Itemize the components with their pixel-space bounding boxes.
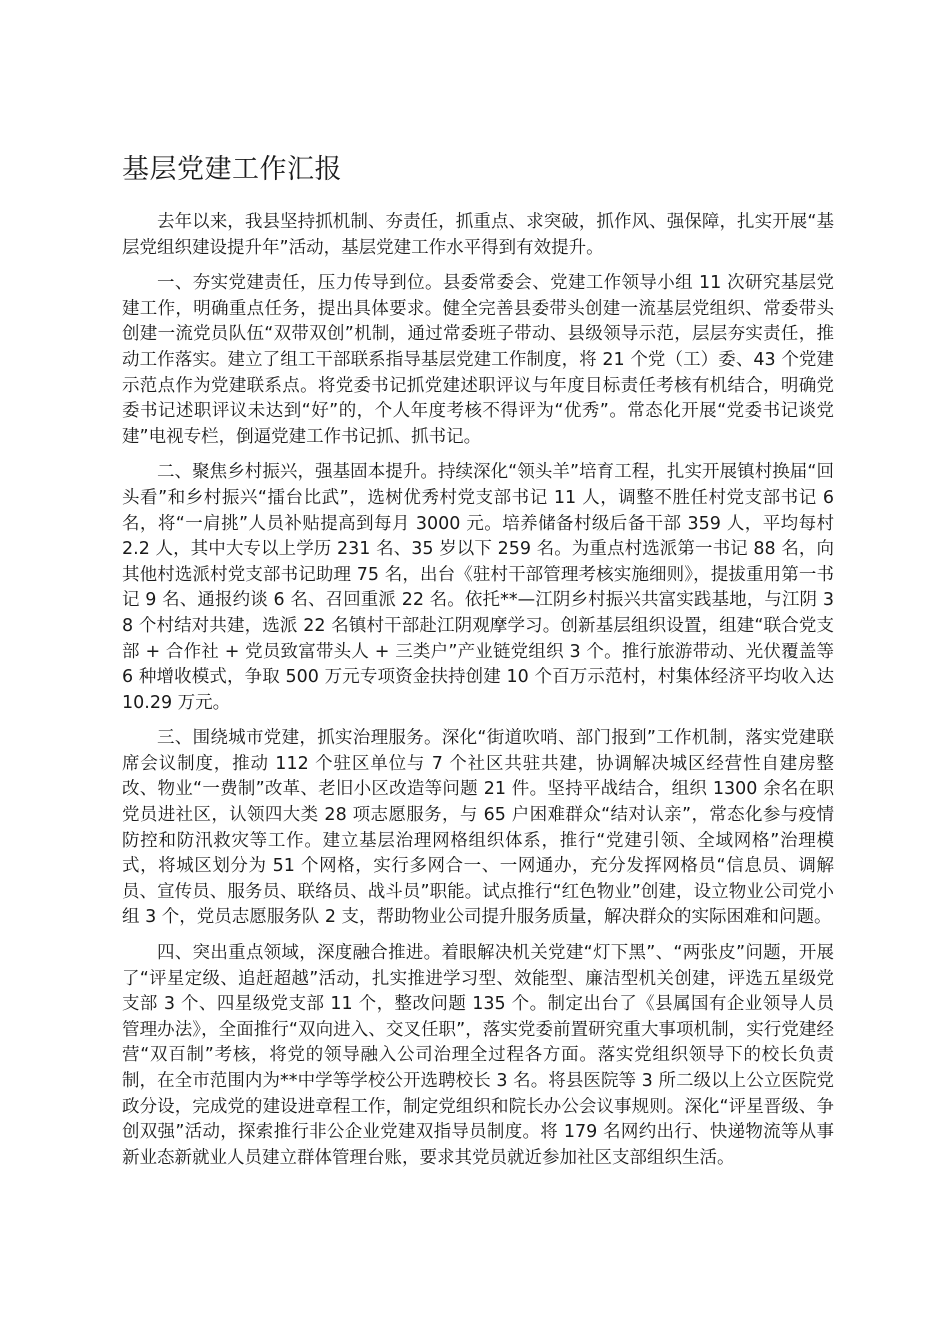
document-page bbox=[122, 150, 834, 1181]
document-title: 基层党建工作汇报 bbox=[122, 154, 342, 185]
paragraph-section-1: 一、夯实党建责任，压力传导到位。县委常委会、党建工作领导小组 11 次研究基层党建工作，明确重点任务，提出具体要求。健全完善县委带头创建一流基层党组织、常委带头创建一流党员队伍“双带双创”机制，通过常委班子带动、县级领导示范，层层夯实责任，推动工作落实。建立了组工干部联系指导基层党建工作制度，将 21 个党（工）委、43 个党建示范点作为党建联系点。将党委书记抓党建述职评议与年度目标责任考核有机结合，明确党委书记述职评议未达到“好”的，个人年度考核不得评为“优秀”。常态化开展“党委书记谈党建”电视专栏，倒逼党建工作书记抓、抓书记。 bbox=[122, 273, 834, 447]
paragraph-section-4: 四、突出重点领域，深度融合推进。着眼解决机关党建“灯下黑”、“两张皮”问题，开展了“评星定级、追赶超越”活动，扎实推进学习型、效能型、廉洁型机关创建，评选五星级党支部 3 个、四星级党支部 11 个，整改问题 135 个。制定出台了《县属国有企业领导人员管理办法》，全面推行“双向进入、交叉任职”，落实党委前置研究重大事项机制，实行党建经营“双百制”考核，将党的领导融入公司治理全过程各方面。落实党组织领导下的校长负责制，在全市范围内为**中学等学校公开选聘校长 3 名。将县医院等 3 所二级以上公立医院党政分设，完成党的建设进章程工作，制定党组织和院长办公会议事规则。深化“评星晋级、争创双强”活动，探索推行非公企业党建双指导员制度。将 179 名网约出行、快递物流等从事新业态新就业人员建立群体管理台账，要求其党员就近参加社区支部组织生活。 bbox=[122, 943, 834, 1168]
paragraph-section-3: 三、围绕城市党建，抓实治理服务。深化“街道吹哨、部门报到”工作机制，落实党建联席会议制度，推动 112 个驻区单位与 7 个社区共驻共建，协调解决城区经营性自建房整改、物业“一费制”改革、老旧小区改造等问题 21 件。坚持平战结合，组织 1300 余名在职党员进社区，认领四大类 28 项志愿服务，与 65 户困难群众“结对认亲”，常态化参与疫情防控和防汛救灾等工作。建立基层治理网格组织体系，推行“党建引领、全域网格”治理模式，将城区划分为 51 个网格，实行多网合一、一网通办，充分发挥网格员“信息员、调解员、宣传员、服务员、联络员、战斗员”职能。试点推行“红色物业”创建，设立物业公司党小组 3 个，党员志愿服务队 2 支，帮助物业公司提升服务质量，解决群众的实际困难和问题。 bbox=[122, 728, 834, 928]
paragraph-section-2: 二、聚焦乡村振兴，强基固本提升。持续深化“领头羊”培育工程，扎实开展镇村换届“回头看”和乡村振兴“擂台比武”，选树优秀村党支部书记 11 人，调整不胜任村党支部书记 6 名，将“一肩挑”人员补贴提高到每月 3000 元。培养储备村级后备干部 359 人，平均每村 2.2 人，其中大专以上学历 231 名、35 岁以下 259 名。为重点村选派第一书记 88 名，向其他村选派村党支部书记助理 75 名，出台《驻村干部管理考核实施细则》，提拔重用第一书记 9 名、通报约谈 6 名、召回重派 22 名。依托**—江阴乡村振兴共富实践基地，与江阴 38 个村结对共建，选派 22 名镇村干部赴江阴观摩学习。创新基层组织设置，组建“联合党支部 + 合作社 + 党员致富带头人 + 三类户”产业链党组织 3 个。推行旅游带动、光伏覆盖等 6 种增收模式，争取 500 万元专项资金扶持创建 10 个百万示范村，村集体经济平均收入达 10.29 万元。 bbox=[122, 462, 834, 713]
paragraph-intro: 去年以来，我县坚持抓机制、夯责任，抓重点、求突破，抓作风、强保障，扎实开展“基层党组织建设提升年”活动，基层党建工作水平得到有效提升。 bbox=[122, 212, 834, 258]
